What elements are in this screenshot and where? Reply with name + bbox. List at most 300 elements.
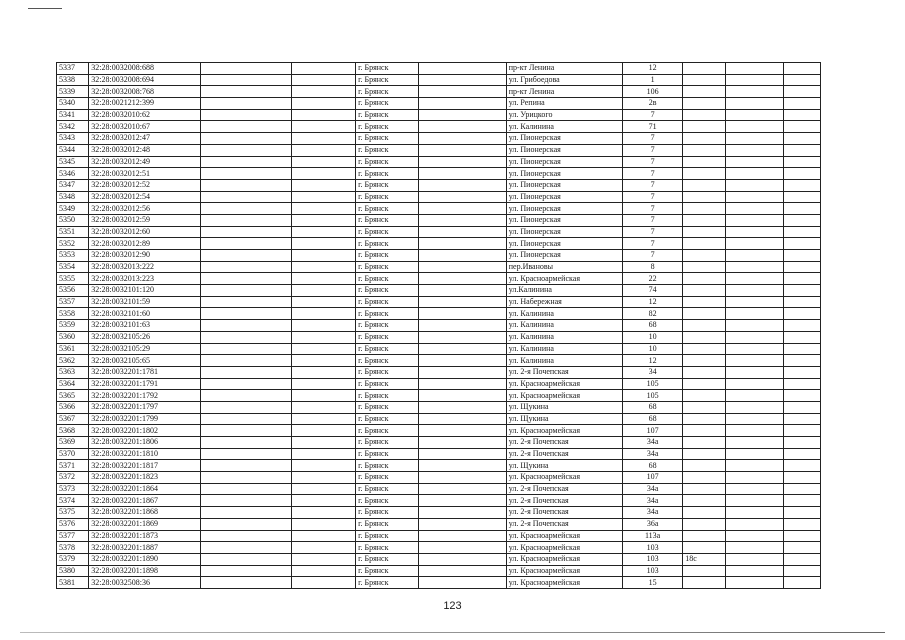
building-cell bbox=[683, 425, 726, 437]
record-number: 5345 bbox=[57, 156, 89, 168]
cadastral-number: 32:28:0032201:1781 bbox=[89, 366, 201, 378]
city-cell: г. Брянск bbox=[356, 401, 418, 413]
records-body bbox=[57, 63, 821, 589]
house-number: 74 bbox=[622, 285, 682, 297]
house-number: 1 bbox=[622, 74, 682, 86]
empty-cell bbox=[726, 86, 784, 98]
empty-cell bbox=[726, 238, 784, 250]
cadastral-number: 32:28:0032008:768 bbox=[89, 86, 201, 98]
empty-cell bbox=[418, 273, 506, 285]
house-number: 34а bbox=[622, 507, 682, 519]
city-cell: г. Брянск bbox=[356, 437, 418, 449]
record-number: 5341 bbox=[57, 109, 89, 121]
house-number: 10 bbox=[622, 331, 682, 343]
house-number: 68 bbox=[622, 320, 682, 332]
building-cell bbox=[683, 191, 726, 203]
empty-cell bbox=[291, 366, 356, 378]
empty-cell bbox=[201, 390, 291, 402]
empty-cell bbox=[418, 413, 506, 425]
building-cell bbox=[683, 308, 726, 320]
empty-cell bbox=[726, 63, 784, 75]
empty-cell bbox=[784, 366, 821, 378]
empty-cell bbox=[291, 74, 356, 86]
record-number: 5373 bbox=[57, 483, 89, 495]
empty-cell bbox=[291, 63, 356, 75]
empty-cell bbox=[291, 542, 356, 554]
empty-cell bbox=[201, 238, 291, 250]
empty-cell bbox=[726, 320, 784, 332]
city-cell: г. Брянск bbox=[356, 214, 418, 226]
empty-cell bbox=[201, 121, 291, 133]
empty-cell bbox=[201, 425, 291, 437]
cadastral-number: 32:28:0032101:63 bbox=[89, 320, 201, 332]
street-cell: ул.Калинина bbox=[506, 285, 622, 297]
cadastral-number: 32:28:0032201:1898 bbox=[89, 565, 201, 577]
cadastral-number: 32:28:0032201:1890 bbox=[89, 553, 201, 565]
table-row bbox=[57, 413, 821, 425]
record-number: 5366 bbox=[57, 401, 89, 413]
cadastral-number: 32:28:0032201:1867 bbox=[89, 495, 201, 507]
street-cell: ул. Красноармейская bbox=[506, 273, 622, 285]
empty-cell bbox=[726, 121, 784, 133]
street-cell: ул. 2-я Почепская bbox=[506, 437, 622, 449]
empty-cell bbox=[784, 448, 821, 460]
empty-cell bbox=[726, 542, 784, 554]
street-cell: ул. Красноармейская bbox=[506, 553, 622, 565]
cadastral-number: 32:28:0032201:1791 bbox=[89, 378, 201, 390]
table-row bbox=[57, 366, 821, 378]
empty-cell bbox=[418, 144, 506, 156]
table-row bbox=[57, 273, 821, 285]
city-cell: г. Брянск bbox=[356, 250, 418, 262]
city-cell: г. Брянск bbox=[356, 448, 418, 460]
house-number: 36а bbox=[622, 518, 682, 530]
empty-cell bbox=[418, 495, 506, 507]
street-cell: ул. Пионерская bbox=[506, 191, 622, 203]
city-cell: г. Брянск bbox=[356, 63, 418, 75]
empty-cell bbox=[784, 261, 821, 273]
cadastral-number: 32:28:0032508:36 bbox=[89, 577, 201, 589]
house-number: 103 bbox=[622, 565, 682, 577]
record-number: 5363 bbox=[57, 366, 89, 378]
scan-edge-line bbox=[20, 632, 885, 633]
empty-cell bbox=[726, 553, 784, 565]
street-cell: ул. Набережная bbox=[506, 296, 622, 308]
record-number: 5364 bbox=[57, 378, 89, 390]
house-number: 107 bbox=[622, 472, 682, 484]
building-cell bbox=[683, 285, 726, 297]
empty-cell bbox=[291, 530, 356, 542]
table-row bbox=[57, 238, 821, 250]
building-cell bbox=[683, 460, 726, 472]
empty-cell bbox=[418, 460, 506, 472]
empty-cell bbox=[201, 168, 291, 180]
record-number: 5360 bbox=[57, 331, 89, 343]
street-cell: ул. Урицкого bbox=[506, 109, 622, 121]
empty-cell bbox=[201, 518, 291, 530]
table-row bbox=[57, 390, 821, 402]
cadastral-number: 32:28:0032201:1802 bbox=[89, 425, 201, 437]
empty-cell bbox=[291, 425, 356, 437]
house-number: 7 bbox=[622, 156, 682, 168]
empty-cell bbox=[291, 320, 356, 332]
table-row bbox=[57, 214, 821, 226]
city-cell: г. Брянск bbox=[356, 553, 418, 565]
street-cell: ул. Щукина bbox=[506, 413, 622, 425]
empty-cell bbox=[291, 191, 356, 203]
empty-cell bbox=[784, 553, 821, 565]
building-cell bbox=[683, 530, 726, 542]
empty-cell bbox=[201, 156, 291, 168]
empty-cell bbox=[726, 156, 784, 168]
empty-cell bbox=[201, 203, 291, 215]
empty-cell bbox=[784, 542, 821, 554]
street-cell: ул. 2-я Почепская bbox=[506, 366, 622, 378]
table-row bbox=[57, 460, 821, 472]
empty-cell bbox=[201, 308, 291, 320]
building-cell bbox=[683, 565, 726, 577]
empty-cell bbox=[291, 156, 356, 168]
record-number: 5374 bbox=[57, 495, 89, 507]
table-row bbox=[57, 109, 821, 121]
city-cell: г. Брянск bbox=[356, 542, 418, 554]
house-number: 113а bbox=[622, 530, 682, 542]
house-number: 7 bbox=[622, 144, 682, 156]
empty-cell bbox=[726, 577, 784, 589]
empty-cell bbox=[291, 109, 356, 121]
cadastral-number: 32:28:0032201:1869 bbox=[89, 518, 201, 530]
empty-cell bbox=[291, 460, 356, 472]
empty-cell bbox=[418, 179, 506, 191]
street-cell: ул. 2-я Почепская bbox=[506, 483, 622, 495]
building-cell bbox=[683, 495, 726, 507]
empty-cell bbox=[418, 133, 506, 145]
empty-cell bbox=[784, 226, 821, 238]
city-cell: г. Брянск bbox=[356, 320, 418, 332]
cadastral-number: 32:28:0032201:1868 bbox=[89, 507, 201, 519]
cadastral-number: 32:28:0032201:1792 bbox=[89, 390, 201, 402]
empty-cell bbox=[784, 518, 821, 530]
table-row bbox=[57, 168, 821, 180]
city-cell: г. Брянск bbox=[356, 343, 418, 355]
cadastral-number: 32:28:0032201:1887 bbox=[89, 542, 201, 554]
empty-cell bbox=[418, 425, 506, 437]
cadastral-number: 32:28:0032101:60 bbox=[89, 308, 201, 320]
house-number: 105 bbox=[622, 390, 682, 402]
empty-cell bbox=[418, 542, 506, 554]
empty-cell bbox=[726, 483, 784, 495]
city-cell: г. Брянск bbox=[356, 425, 418, 437]
empty-cell bbox=[726, 437, 784, 449]
street-cell: ул. Красноармейская bbox=[506, 390, 622, 402]
building-cell bbox=[683, 343, 726, 355]
empty-cell bbox=[201, 472, 291, 484]
building-cell bbox=[683, 86, 726, 98]
city-cell: г. Брянск bbox=[356, 168, 418, 180]
street-cell: ул. Калинина bbox=[506, 331, 622, 343]
empty-cell bbox=[726, 74, 784, 86]
street-cell: ул. 2-я Почепская bbox=[506, 518, 622, 530]
empty-cell bbox=[418, 308, 506, 320]
house-number: 10 bbox=[622, 343, 682, 355]
empty-cell bbox=[291, 507, 356, 519]
cadastral-number: 32:28:0032012:56 bbox=[89, 203, 201, 215]
record-number: 5352 bbox=[57, 238, 89, 250]
table-row bbox=[57, 296, 821, 308]
empty-cell bbox=[291, 518, 356, 530]
table-row bbox=[57, 63, 821, 75]
empty-cell bbox=[726, 378, 784, 390]
record-number: 5368 bbox=[57, 425, 89, 437]
city-cell: г. Брянск bbox=[356, 273, 418, 285]
empty-cell bbox=[201, 74, 291, 86]
empty-cell bbox=[201, 226, 291, 238]
empty-cell bbox=[291, 250, 356, 262]
city-cell: г. Брянск bbox=[356, 238, 418, 250]
house-number: 34а bbox=[622, 495, 682, 507]
empty-cell bbox=[291, 308, 356, 320]
empty-cell bbox=[784, 191, 821, 203]
empty-cell bbox=[418, 378, 506, 390]
street-cell: ул. Красноармейская bbox=[506, 577, 622, 589]
empty-cell bbox=[726, 518, 784, 530]
empty-cell bbox=[291, 179, 356, 191]
records-table bbox=[56, 62, 821, 589]
building-cell bbox=[683, 448, 726, 460]
street-cell: ул. 2-я Почепская bbox=[506, 448, 622, 460]
empty-cell bbox=[418, 86, 506, 98]
empty-cell bbox=[201, 285, 291, 297]
empty-cell bbox=[291, 577, 356, 589]
empty-cell bbox=[291, 203, 356, 215]
empty-cell bbox=[291, 565, 356, 577]
empty-cell bbox=[201, 144, 291, 156]
empty-cell bbox=[726, 331, 784, 343]
record-number: 5338 bbox=[57, 74, 89, 86]
building-cell bbox=[683, 133, 726, 145]
empty-cell bbox=[201, 63, 291, 75]
empty-cell bbox=[726, 472, 784, 484]
house-number: 12 bbox=[622, 296, 682, 308]
empty-cell bbox=[291, 553, 356, 565]
empty-cell bbox=[291, 273, 356, 285]
building-cell bbox=[683, 518, 726, 530]
cadastral-number: 32:28:0032201:1864 bbox=[89, 483, 201, 495]
empty-cell bbox=[726, 109, 784, 121]
city-cell: г. Брянск bbox=[356, 86, 418, 98]
record-number: 5375 bbox=[57, 507, 89, 519]
cadastral-number: 32:28:0032201:1806 bbox=[89, 437, 201, 449]
empty-cell bbox=[201, 331, 291, 343]
empty-cell bbox=[726, 425, 784, 437]
record-number: 5367 bbox=[57, 413, 89, 425]
record-number: 5346 bbox=[57, 168, 89, 180]
street-cell: ул. Пионерская bbox=[506, 226, 622, 238]
empty-cell bbox=[784, 273, 821, 285]
empty-cell bbox=[201, 577, 291, 589]
city-cell: г. Брянск bbox=[356, 98, 418, 110]
cadastral-number: 32:28:0021212:399 bbox=[89, 98, 201, 110]
cadastral-number: 32:28:0032012:89 bbox=[89, 238, 201, 250]
empty-cell bbox=[726, 214, 784, 226]
house-number: 34а bbox=[622, 448, 682, 460]
building-cell bbox=[683, 296, 726, 308]
empty-cell bbox=[291, 238, 356, 250]
empty-cell bbox=[726, 203, 784, 215]
cadastral-number: 32:28:0032101:120 bbox=[89, 285, 201, 297]
empty-cell bbox=[726, 273, 784, 285]
record-number: 5353 bbox=[57, 250, 89, 262]
empty-cell bbox=[784, 63, 821, 75]
record-number: 5372 bbox=[57, 472, 89, 484]
house-number: 12 bbox=[622, 355, 682, 367]
city-cell: г. Брянск bbox=[356, 308, 418, 320]
street-cell: ул. 2-я Почепская bbox=[506, 495, 622, 507]
table-row bbox=[57, 495, 821, 507]
empty-cell bbox=[291, 133, 356, 145]
table-row bbox=[57, 74, 821, 86]
building-cell bbox=[683, 542, 726, 554]
empty-cell bbox=[418, 226, 506, 238]
record-number: 5358 bbox=[57, 308, 89, 320]
empty-cell bbox=[784, 355, 821, 367]
building-cell bbox=[683, 401, 726, 413]
empty-cell bbox=[726, 133, 784, 145]
house-number: 15 bbox=[622, 577, 682, 589]
house-number: 105 bbox=[622, 378, 682, 390]
record-number: 5376 bbox=[57, 518, 89, 530]
street-cell: ул. Красноармейская bbox=[506, 378, 622, 390]
empty-cell bbox=[418, 577, 506, 589]
empty-cell bbox=[784, 296, 821, 308]
empty-cell bbox=[201, 109, 291, 121]
street-cell: ул. Пионерская bbox=[506, 156, 622, 168]
empty-cell bbox=[201, 250, 291, 262]
table-row bbox=[57, 448, 821, 460]
house-number: 106 bbox=[622, 86, 682, 98]
empty-cell bbox=[784, 74, 821, 86]
record-number: 5340 bbox=[57, 98, 89, 110]
empty-cell bbox=[291, 226, 356, 238]
empty-cell bbox=[418, 285, 506, 297]
empty-cell bbox=[418, 518, 506, 530]
empty-cell bbox=[291, 495, 356, 507]
empty-cell bbox=[291, 285, 356, 297]
empty-cell bbox=[201, 214, 291, 226]
empty-cell bbox=[784, 285, 821, 297]
record-number: 5359 bbox=[57, 320, 89, 332]
record-number: 5355 bbox=[57, 273, 89, 285]
street-cell: ул. Красноармейская bbox=[506, 542, 622, 554]
record-number: 5361 bbox=[57, 343, 89, 355]
empty-cell bbox=[726, 179, 784, 191]
table-row bbox=[57, 86, 821, 98]
city-cell: г. Брянск bbox=[356, 366, 418, 378]
building-cell bbox=[683, 472, 726, 484]
record-number: 5378 bbox=[57, 542, 89, 554]
house-number: 103 bbox=[622, 542, 682, 554]
building-cell bbox=[683, 74, 726, 86]
street-cell: ул. Пионерская bbox=[506, 238, 622, 250]
empty-cell bbox=[201, 448, 291, 460]
building-cell bbox=[683, 168, 726, 180]
empty-cell bbox=[784, 86, 821, 98]
house-number: 7 bbox=[622, 226, 682, 238]
empty-cell bbox=[784, 109, 821, 121]
city-cell: г. Брянск bbox=[356, 507, 418, 519]
street-cell: ул. Пионерская bbox=[506, 144, 622, 156]
building-cell bbox=[683, 238, 726, 250]
table-row bbox=[57, 226, 821, 238]
house-number: 68 bbox=[622, 460, 682, 472]
house-number: 7 bbox=[622, 179, 682, 191]
empty-cell bbox=[418, 63, 506, 75]
table-row bbox=[57, 320, 821, 332]
empty-cell bbox=[784, 203, 821, 215]
cadastral-number: 32:28:0032101:59 bbox=[89, 296, 201, 308]
empty-cell bbox=[726, 308, 784, 320]
empty-cell bbox=[201, 179, 291, 191]
street-cell: пр-кт Ленина bbox=[506, 86, 622, 98]
record-number: 5371 bbox=[57, 460, 89, 472]
house-number: 8 bbox=[622, 261, 682, 273]
cadastral-number: 32:28:0032012:47 bbox=[89, 133, 201, 145]
empty-cell bbox=[201, 495, 291, 507]
building-cell bbox=[683, 390, 726, 402]
empty-cell bbox=[418, 401, 506, 413]
table-row bbox=[57, 507, 821, 519]
table-row bbox=[57, 98, 821, 110]
house-number: 71 bbox=[622, 121, 682, 133]
house-number: 103 bbox=[622, 553, 682, 565]
table-row bbox=[57, 378, 821, 390]
empty-cell bbox=[291, 483, 356, 495]
empty-cell bbox=[726, 530, 784, 542]
empty-cell bbox=[784, 472, 821, 484]
building-cell bbox=[683, 577, 726, 589]
street-cell: ул. Красноармейская bbox=[506, 565, 622, 577]
empty-cell bbox=[726, 250, 784, 262]
empty-cell bbox=[726, 413, 784, 425]
empty-cell bbox=[418, 121, 506, 133]
record-number: 5362 bbox=[57, 355, 89, 367]
house-number: 7 bbox=[622, 250, 682, 262]
record-number: 5342 bbox=[57, 121, 89, 133]
empty-cell bbox=[291, 343, 356, 355]
building-cell bbox=[683, 226, 726, 238]
table-row bbox=[57, 401, 821, 413]
house-number: 7 bbox=[622, 191, 682, 203]
empty-cell bbox=[726, 448, 784, 460]
street-cell: пер.Ивановы bbox=[506, 261, 622, 273]
empty-cell bbox=[201, 320, 291, 332]
empty-cell bbox=[201, 553, 291, 565]
street-cell: ул. Пионерская bbox=[506, 168, 622, 180]
empty-cell bbox=[784, 483, 821, 495]
city-cell: г. Брянск bbox=[356, 261, 418, 273]
empty-cell bbox=[418, 472, 506, 484]
record-number: 5377 bbox=[57, 530, 89, 542]
empty-cell bbox=[726, 226, 784, 238]
house-number: 2в bbox=[622, 98, 682, 110]
table-row bbox=[57, 179, 821, 191]
record-number: 5379 bbox=[57, 553, 89, 565]
city-cell: г. Брянск bbox=[356, 472, 418, 484]
empty-cell bbox=[418, 448, 506, 460]
street-cell: ул. Калинина bbox=[506, 308, 622, 320]
empty-cell bbox=[784, 214, 821, 226]
city-cell: г. Брянск bbox=[356, 577, 418, 589]
